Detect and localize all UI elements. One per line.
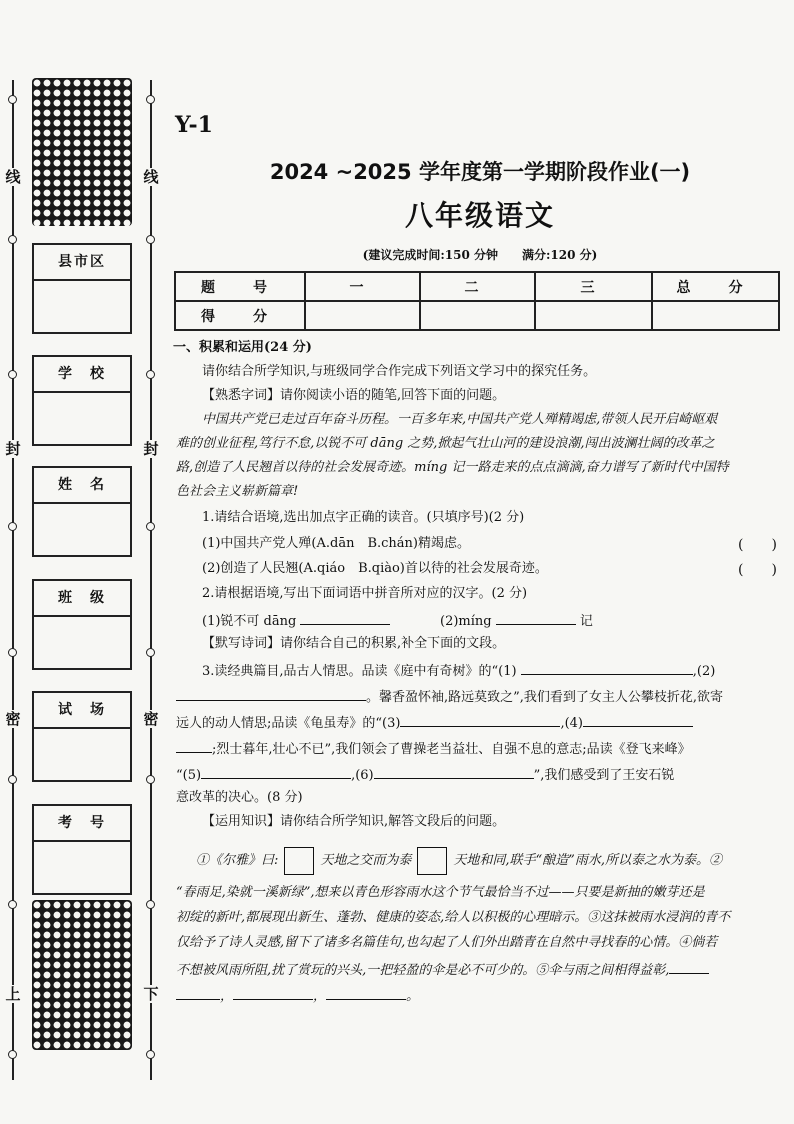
q3-mark: ,(4) [560,716,583,731]
essay-line: 中国共产党已走过百年奋斗历程。一百多年来,中国共产党人殚精竭虑,带领人民开启崎岖艰 [202,412,718,427]
field-label: 班 级 [34,581,130,617]
answer-blank[interactable] [176,739,212,753]
q3-text: 。馨香盈怀袖,路远莫致之”,我们看到了女主人公攀枝折花,欲寄 [366,690,724,705]
score-header-cell: 总 分 [652,272,779,301]
passage-text: 不想被风雨所阻,扰了赏玩的兴头,一把轻盈的伞是必不可少的。⑤伞与雨之间相得益彰, [176,963,670,978]
question-2-b-text: (2)míng [440,614,492,629]
cut-line-right [150,80,152,1080]
answer-paren-1[interactable]: ( ) [738,537,777,553]
cut-label: 上 [5,985,21,1003]
question-3-line [176,739,780,758]
binding-ring [8,775,17,784]
paper-code: Y-1 [175,112,213,138]
question-2-b-tail: 记 [579,614,593,629]
answer-blank[interactable] [176,687,366,701]
score-header-cell: 三 [535,272,652,301]
section-heading: 一、积累和运用(24 分) [173,340,312,355]
binding-ring [146,648,155,657]
score-table [174,271,780,331]
binding-ring [8,235,17,244]
field-label: 试 场 [34,693,130,729]
answer-blank[interactable] [583,713,693,727]
passage-text: ①《尔雅》曰: [196,853,279,868]
passage-line [176,960,780,979]
binding-ring [8,648,17,657]
binding-ring [8,1050,17,1059]
question-1-b: (2)创造了人民翘(A.qiáo B.qiào)首以待的社会发展奇迹。 [202,561,548,576]
binding-ring [146,235,155,244]
field-label: 学 校 [34,357,130,393]
answer-blank[interactable] [374,765,534,779]
answer-blank[interactable] [326,986,406,1000]
dot-grid-bottom [32,900,132,1050]
task-tag-poetry: 【默写诗词】请你结合自己的积累,补全下面的文段。 [202,636,506,651]
cut-label: 线 [143,168,159,186]
question-1: 1.请结合语境,选出加点字正确的读音。(只填序号)(2 分) [202,510,525,525]
answer-blank[interactable] [669,960,709,974]
cut-line-left [12,80,14,1080]
task-tag-knowledge: 【运用知识】请你结合所学知识,解答文段后的问题。 [202,814,506,829]
answer-blank[interactable] [176,986,220,1000]
field-exam-room[interactable] [32,691,132,782]
score-table-header-row [175,272,779,301]
field-label: 县市区 [34,245,130,281]
answer-box[interactable] [417,847,447,875]
passage-line [176,986,780,1005]
answer-blank[interactable] [521,661,693,675]
score-cell[interactable] [535,301,652,330]
binding-ring [8,900,17,909]
essay-line: 难的创业征程,笃行不怠,以锐不可 dāng 之势,掀起气壮山河的建设浪潮,闯出波澜壮阔的改革之 [176,436,715,451]
q3-mark: ,(6) [351,768,374,783]
answer-paren-2[interactable]: ( ) [738,562,777,578]
passage-line: 初绽的新叶,都展现出新生、蓬勃、健康的姿态,给人以积极的心理暗示。③这抹被雨水浸润的青不 [176,910,731,925]
question-3-line [176,687,780,706]
passage-line: 仅给予了诗人灵感,留下了诸多名篇佳句,也勾起了人们外出踏青在自然中寻找春的心情。④倘若 [176,935,718,950]
exam-title: 2024 ~2025 学年度第一学期阶段作业(一) [269,160,691,184]
essay-line: 色社会主义崭新篇章! [176,484,299,499]
answer-blank[interactable] [233,986,313,1000]
cut-label: 封 [5,440,21,458]
field-label: 姓 名 [34,468,130,504]
field-label: 考 号 [34,806,130,842]
essay-line: 路,创造了人民翘首以待的社会发展奇迹。míng 记一路走来的点点滴滴,奋力谱写了新时代中国特 [176,460,729,475]
dot-grid-top [32,78,132,226]
question-3-line [176,765,780,784]
field-county[interactable] [32,243,132,334]
binding-ring [8,370,17,379]
passage-text: 天地之交而为泰 [320,853,412,868]
passage-line: “春雨足,染就一溪新绿”,想来以青色形容雨水这个节气最恰当不过——只要是新抽的嫩芽还是 [176,885,705,900]
answer-blank[interactable] [400,713,560,727]
cut-label: 封 [143,440,159,458]
binding-ring [146,1050,155,1059]
passage-punct: 。 [406,989,420,1004]
field-name[interactable] [32,466,132,557]
score-table-score-row [175,301,779,330]
q3-text: “(5) [176,768,202,783]
answer-blank[interactable] [201,765,351,779]
score-header-cell: 题 号 [175,272,305,301]
score-row-label: 得 分 [175,301,305,330]
cut-label: 线 [5,168,21,186]
answer-box[interactable] [284,847,314,875]
cut-label: 下 [143,985,159,1003]
question-2-b [440,611,794,630]
field-exam-number[interactable] [32,804,132,895]
cut-label: 密 [143,710,159,728]
question-3-line [176,713,780,732]
passage-line [196,846,794,876]
question-2-a-text: (1)锐不可 dāng [202,614,297,629]
answer-blank[interactable] [300,611,390,625]
score-cell[interactable] [652,301,779,330]
subject-title: 八年级语文 [404,199,555,232]
passage-text: 天地和同,联手“酿造”雨水,所以泰之水为泰。② [453,853,722,868]
section-intro: 请你结合所学知识,与班级同学合作完成下列语文学习中的探究任务。 [202,364,597,379]
binding-ring [146,900,155,909]
q3-text: 远人的动人情思;品读《龟虽寿》的“(3) [176,716,401,731]
binding-ring [8,522,17,531]
q3-text: 3.读经典篇目,品古人情思。品读《庭中有奇树》的“(1) [202,664,517,679]
time-note: (建议完成时间:150 分钟 满分:120 分) [362,248,598,262]
question-3-line [202,661,794,680]
task-tag-vocab: 【熟悉字词】请你阅读小语的随笔,回答下面的问题。 [202,388,506,403]
score-header-cell: 二 [420,272,535,301]
binding-ring [146,370,155,379]
q3-text: ;烈士暮年,壮心不已”,我们领会了曹操老当益壮、自强不息的意志;品读《登飞来峰》 [212,742,691,757]
score-cell[interactable] [305,301,420,330]
binding-ring [146,95,155,104]
binding-ring [146,522,155,531]
score-header-cell: 一 [305,272,420,301]
passage-punct: ， [220,989,234,1004]
binding-ring [146,775,155,784]
field-school[interactable] [32,355,132,446]
passage-punct: ， [313,989,327,1004]
q3-mark: ,(2) [692,664,716,679]
question-1-a: (1)中国共产党人殚(A.dān B.chán)精竭虑。 [202,536,470,551]
cut-label: 密 [5,710,21,728]
question-2: 2.请根据语境,写出下面词语中拼音所对应的汉字。(2 分) [202,586,528,601]
answer-blank[interactable] [496,611,576,625]
score-cell[interactable] [420,301,535,330]
q3-mark: ” [533,768,541,783]
binding-ring [8,95,17,104]
q3-text: ,我们感受到了王安石锐 [540,768,675,783]
question-3-line: 意改革的决心。(8 分) [176,790,303,805]
field-class[interactable] [32,579,132,670]
